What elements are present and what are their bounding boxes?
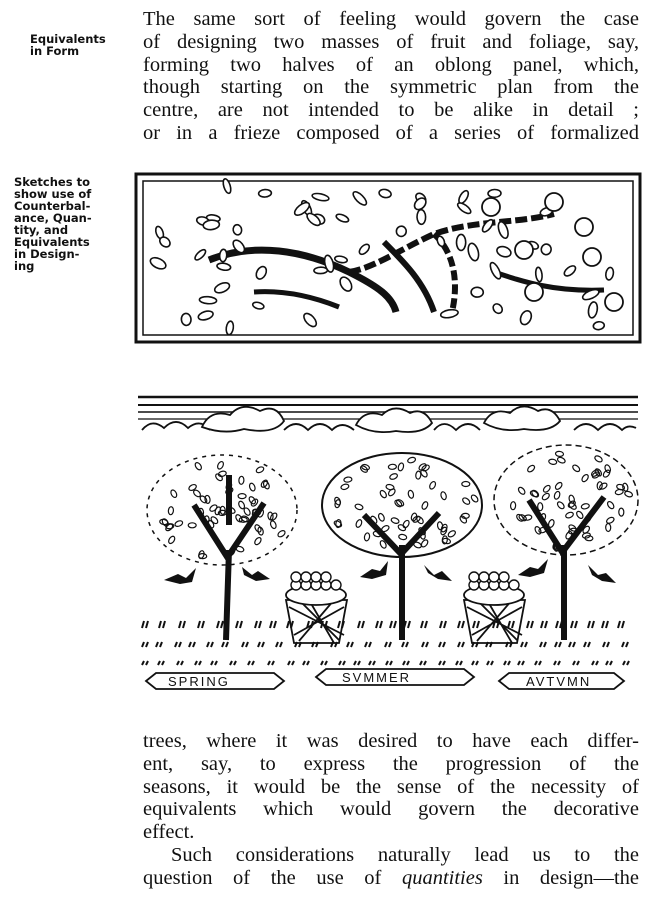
text-line: trees, where it was desired to have each differ- <box>143 730 639 752</box>
margin-note-equivalents <box>30 33 106 57</box>
margin-note-line: tity, and <box>14 223 69 237</box>
text-run: question of the use of <box>143 866 402 889</box>
text-line: centre, are not intended to be alike in detail ; <box>143 99 639 122</box>
margin-note-line: Equivalents <box>14 235 90 249</box>
margin-note-line: ance, Quan- <box>14 211 92 225</box>
margin-note-line: Sketches to <box>14 175 90 189</box>
margin-note-line: in Design- <box>14 247 80 261</box>
margin-note-line: show use of <box>14 187 92 201</box>
margin-note-line: Counterbal- <box>14 199 91 213</box>
margin-note-sketches <box>14 176 92 272</box>
banner-label-spring: SPRING <box>168 674 230 689</box>
text-line: The same sort of feeling would govern the case <box>143 8 639 30</box>
margin-note-line: Equivalents <box>30 32 106 46</box>
text-line: of designing two masses of fruit and foliage, say, <box>143 30 639 53</box>
panel-foliage <box>134 172 642 344</box>
text-line: equivalents which would govern the decorative <box>143 798 639 821</box>
text-line: seasons, it would be the sense of the necessity of <box>143 775 639 798</box>
text-line: forming two halves of an oblong panel, which, <box>143 53 639 76</box>
text-line: though starting on the symmetric plan from the <box>143 76 639 99</box>
text-run: in design—the <box>482 866 639 889</box>
text-line: Such considerations naturally lead us to the <box>171 843 639 866</box>
text-line: ent, say, to express the progression of the <box>143 752 639 775</box>
seasons-frieze-illustration <box>134 385 642 710</box>
bottom-paragraph <box>143 730 639 890</box>
text-line <box>143 867 639 890</box>
top-paragraph <box>143 8 639 145</box>
banner-label-summer: SVMMER <box>342 670 412 685</box>
italic-word: quantities <box>401 866 483 889</box>
text-line: effect. <box>143 821 195 844</box>
text-line: or in a frieze composed of a series of formalized <box>143 121 639 144</box>
margin-note-line: ing <box>14 259 35 273</box>
margin-note-line: in Form <box>30 44 80 58</box>
banner-label-autumn: AVTVMN <box>526 674 592 689</box>
